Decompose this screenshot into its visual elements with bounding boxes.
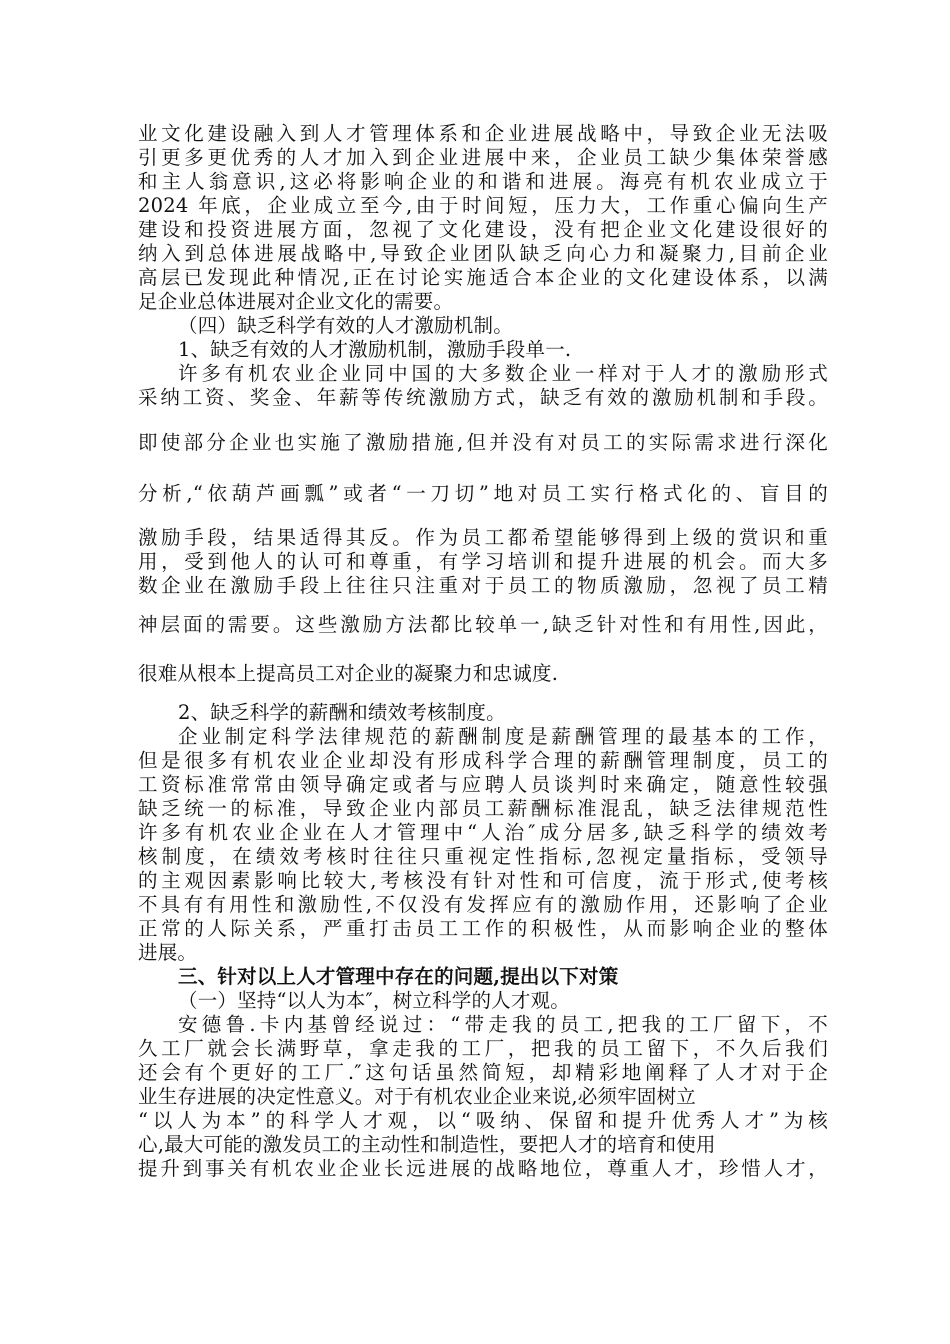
text-line: 的主观因素影响比较大,考核没有针对性和可信度，流于形式,使考核 — [138, 869, 828, 892]
subsection-heading: 2、缺乏科学的薪酬和绩效考核制度。 — [178, 701, 506, 724]
text-line: 业生存进展的决定性意义。对于有机农业企业来说,必须牢固树立 — [138, 1085, 696, 1108]
text-line: 工资标准常常由领导确定或者与应聘人员谈判时来确定，随意性较强 — [138, 773, 828, 796]
text-line: 2024 年底，企业成立至今,由于时间短，压力大，工作重心偏向生产 — [138, 194, 828, 217]
section-heading: （一）坚持“以人为本″，树立科学的人才观。 — [178, 989, 570, 1012]
text-line: 纳入到总体进展战略中,导致企业团队缺乏向心力和凝聚力,目前企业 — [138, 242, 828, 265]
text-line: 很难从根本上提高员工对企业的凝聚力和忠诚度. — [138, 662, 559, 685]
text-line: 安德鲁.卡内基曾经说过：“带走我的员工,把我的工厂留下，不 — [178, 1013, 828, 1036]
subsection-heading: 1、缺乏有效的人才激励机制，激励手段单一. — [178, 338, 572, 361]
text-line: 进展。 — [138, 941, 198, 964]
text-line: 神层面的需要。这些激励方法都比较单一,缺乏针对性和有用性,因此， — [138, 613, 828, 636]
text-line: 激励手段，结果适得其反。作为员工都希望能够得到上级的赏识和重 — [138, 526, 828, 549]
text-line: 高层已发现此种情况,正在讨论实施适合本企业的文化建设体系，以满 — [138, 266, 828, 289]
text-line: 心,最大可能的激发员工的主动性和制造性，要把人才的培育和使用 — [138, 1133, 716, 1156]
text-line: 正常的人际关系，严重打击员工工作的积极性，从而影响企业的整体 — [138, 917, 828, 940]
chapter-heading: 三、针对以上人才管理中存在的问题,提出以下对策 — [178, 965, 619, 988]
text-line: 不具有有用性和激励性,不仅没有发挥应有的激励作用，还影响了企业 — [138, 893, 828, 916]
text-line: 足企业总体进展对企业文化的需要。 — [138, 290, 454, 313]
text-line: 用，受到他人的认可和尊重，有学习培训和提升进展的机会。而大多 — [138, 550, 828, 573]
text-line: 核制度，在绩效考核时往往只重视定性指标,忽视定量指标，受领导 — [138, 845, 828, 868]
text-line: 和主人翁意识,这必将影响企业的和谐和进展。海亮有机农业成立于 — [138, 170, 828, 193]
text-line: 久工厂就会长满野草，拿走我的工厂，把我的员工留下，不久后我们 — [138, 1037, 828, 1060]
section-heading: （四）缺乏科学有效的人才激励机制。 — [178, 314, 513, 337]
text-line: 但是很多有机农业企业却没有形成科学合理的薪酬管理制度，员工的 — [138, 749, 828, 772]
text-line: 数企业在激励手段上往往只注重对于员工的物质激励，忽视了员工精 — [138, 574, 828, 597]
text-line: 还会有个更好的工厂.″这句话虽然简短，却精彩地阐释了人才对于企 — [138, 1061, 828, 1084]
text-line: 许多有机农业企业在人才管理中“人治″成分居多,缺乏科学的绩效考 — [138, 821, 828, 844]
text-line: 企业制定科学法律规范的薪酬制度是薪酬管理的最基本的工作， — [178, 725, 828, 748]
text-line: 提升到事关有机农业企业长远进展的战略地位，尊重人才，珍惜人才， — [138, 1157, 828, 1180]
text-line: 分析,“依葫芦画瓢”或者“一刀切”地对员工实行格式化的、盲目的 — [138, 482, 828, 505]
text-line: “以人为本”的科学人才观，以“吸纳、保留和提升优秀人才”为核 — [138, 1109, 828, 1132]
text-line: 缺乏统一的标准，导致企业内部员工薪酬标准混乱，缺乏法律规范性 — [138, 797, 828, 820]
text-line: 许多有机农业企业同中国的大多数企业一样对于人才的激励形式 — [178, 362, 828, 385]
text-line: 采纳工资、奖金、年薪等传统激励方式，缺乏有效的激励机制和手段。 — [138, 386, 828, 409]
text-line: 建设和投资进展方面，忽视了文化建设，没有把企业文化建设很好的 — [138, 218, 828, 241]
text-line: 即使部分企业也实施了激励措施,但并没有对员工的实际需求进行深化 — [138, 431, 828, 454]
text-line: 业文化建设融入到人才管理体系和企业进展战略中，导致企业无法吸 — [138, 122, 828, 145]
text-line: 引更多更优秀的人才加入到企业进展中来，企业员工缺少集体荣誉感 — [138, 146, 828, 169]
